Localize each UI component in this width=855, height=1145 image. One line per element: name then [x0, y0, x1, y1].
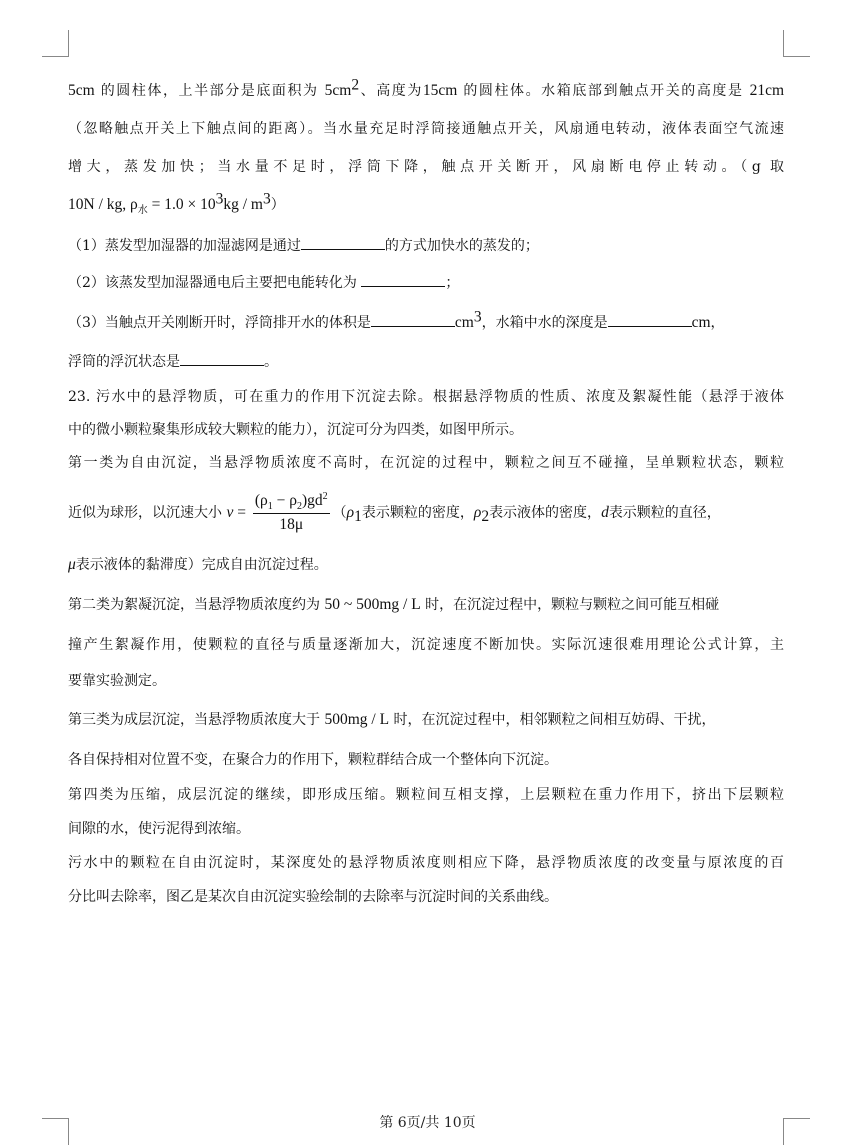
crop-mark-top-left	[42, 30, 69, 57]
text-line: 第四类为压缩，成层沉淀的继续，即形成压缩。颗粒间互相支撑，上层颗粒在重力作用下，挤出下层颗粒	[68, 787, 784, 803]
text-line: 中的微小颗粒聚集形成较大颗粒的能力），沉淀可分为四类，如图甲所示。	[68, 422, 523, 438]
page-number-footer: 第 6页/共 10页	[379, 1115, 476, 1131]
answer-blank-1[interactable]	[301, 233, 385, 250]
question-2: （2）该蒸发型加湿器通电后主要把电能转化为 ；	[68, 270, 784, 294]
text-line: 分比叫去除率，图乙是某次自由沉淀实验绘制的去除率与沉淀时间的关系曲线。	[68, 889, 558, 905]
text-line: 污水中的颗粒在自由沉淀时，某深度处的悬浮物质浓度则相应下降，悬浮物质浓度的改变量与原浓度的百	[68, 855, 784, 871]
text-line: 增大，蒸发加快；当水量不足时，浮筒下降，触点开关断开，风扇断电停止转动。（g 取	[68, 159, 784, 175]
settling-velocity-formula: $\frac{(\rho_1 - \rho_2)gd^2}{18\mu}$	[254, 490, 328, 533]
text-line: 间隙的水，使污泥得到浓缩。	[68, 821, 250, 837]
text-line: （忽略触点开关上下触点间的距离）。当水量充足时浮筒接通触点开关，风扇通电转动，液体表面空气流速	[68, 121, 784, 137]
answer-blank-3c[interactable]	[180, 349, 264, 366]
text-line: 第一类为自由沉淀，当悬浮物质浓度不高时，在沉淀的过程中，颗粒之间互不碰撞，呈单颗粒状态，颗粒	[68, 455, 784, 471]
text-line-with-formula: 近似为球形，以沉速大小 v = $\frac{(\rho_1 - \rho_2)gd^2}{18\mu}$ （$\rho_1$表示颗粒的密度，$\rho_2$表示液体的密度，d表示颗粒的直径，	[68, 488, 784, 538]
text-line: 5cm 的圆柱体，上半部分是底面积为 $5cm^2$、高度为15cm 的圆柱体。水箱底部到触点开关的高度是 21cm	[68, 76, 784, 99]
question-3: （3）当触点开关刚断开时，浮筒排开水的体积是 $cm^3$，水箱中水的深度是 cm，	[68, 308, 725, 331]
text-line: 各自保持相对位置不变，在聚合力的作用下，颗粒群结合成一个整体向下沉淀。	[68, 752, 558, 768]
text-line: μ表示液体的黏滞度）完成自由沉淀过程。	[68, 556, 328, 573]
question-23-intro: 23. 污水中的悬浮物质，可在重力的作用下沉淀去除。根据悬浮物质的性质、浓度及絮凝性能（悬浮于液体	[68, 389, 784, 405]
text-line: 撞产生絮凝作用，使颗粒的直径与质量逐渐加大，沉淀速度不断加快。实际沉速很难用理论公式计算，主	[68, 637, 784, 653]
answer-blank-3a[interactable]	[371, 310, 455, 327]
question-1: （1）蒸发型加湿器的加湿滤网是通过 的方式加快水的蒸发的；	[68, 233, 784, 257]
question-3-continued: 浮筒的浮沉状态是 。	[68, 349, 784, 373]
crop-mark-top-right	[783, 30, 810, 57]
answer-blank-2[interactable]	[361, 270, 445, 287]
text-line: 10N / kg, $\rho_水 = 1.0 \times 10^3kg / m^3$）	[68, 190, 285, 216]
text-line: 第二类为絮凝沉淀，当悬浮物质浓度约为 50 ~ 500mg / L 时，在沉淀过程中，颗粒与颗粒之间可能互相碰	[68, 596, 720, 613]
text-line: 第三类为成层沉淀，当悬浮物质浓度大于 500mg / L 时，在沉淀过程中，相邻颗粒之间相互妨碍、干扰，	[68, 711, 716, 728]
text-line: 要靠实验测定。	[68, 673, 166, 689]
answer-blank-3b[interactable]	[608, 310, 692, 327]
